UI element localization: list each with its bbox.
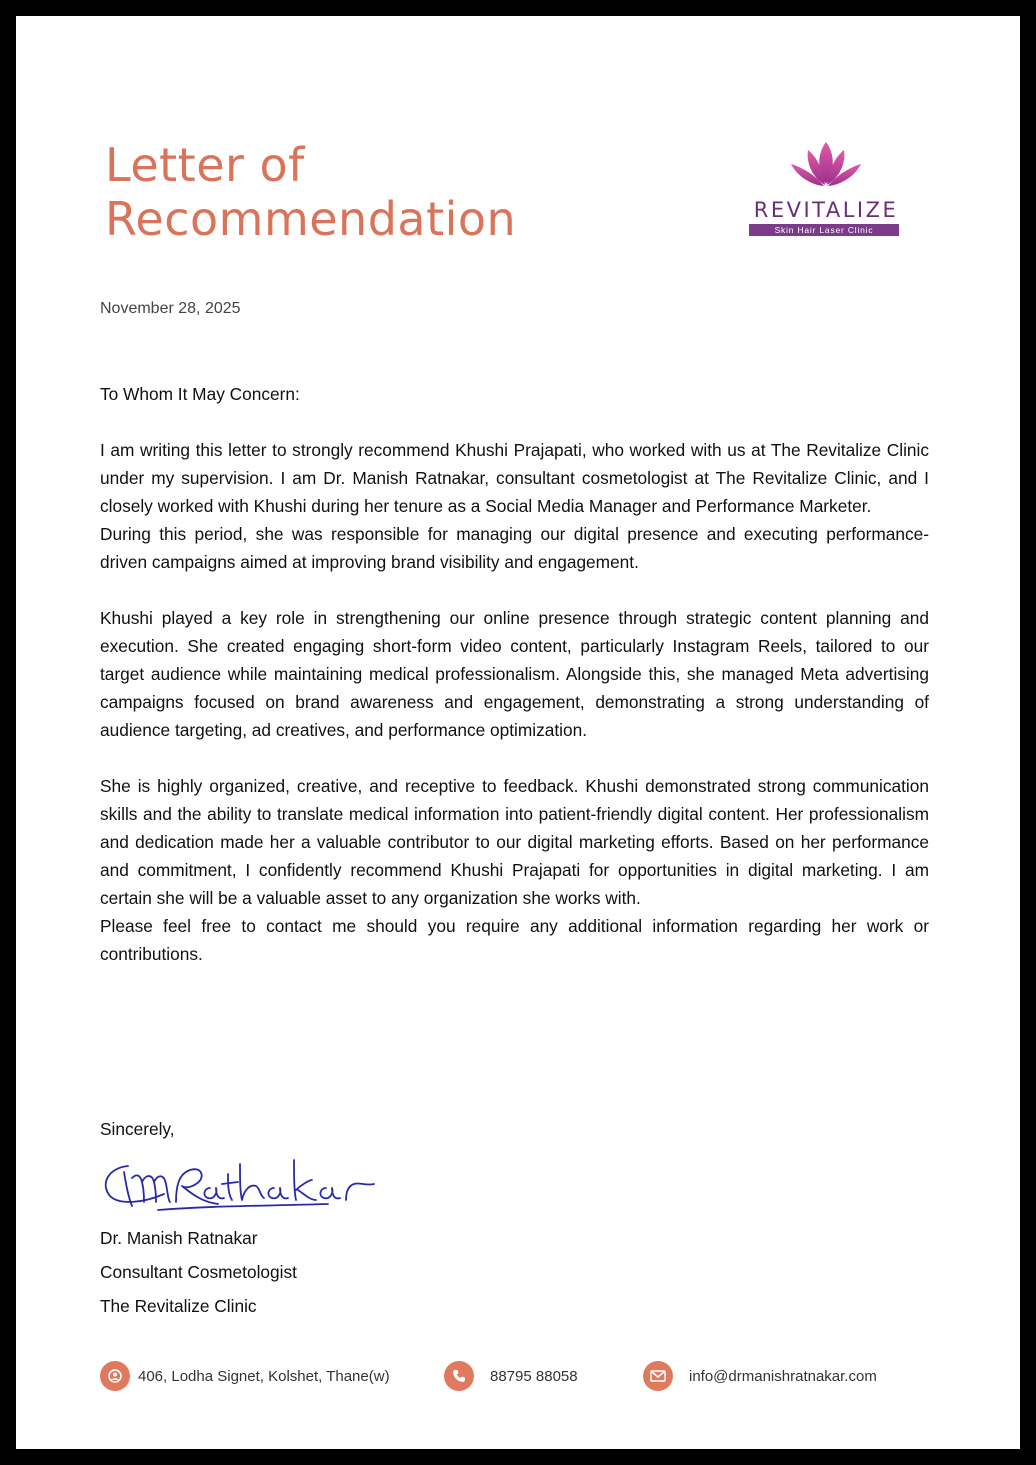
paragraph-5: Please feel free to contact me should you require any additional information regarding her work or contributions. bbox=[100, 916, 929, 964]
footer-email bbox=[643, 1361, 877, 1391]
footer-address bbox=[100, 1361, 390, 1391]
letter-page bbox=[16, 16, 1020, 1449]
brand-tagline: Skin Hair Laser Clinic bbox=[749, 224, 899, 236]
footer-contact bbox=[100, 1361, 940, 1391]
title-line-2: Recommendation bbox=[105, 192, 517, 246]
address-text: 406, Lodha Signet, Kolshet, Thane(w) bbox=[138, 1367, 390, 1385]
letter-body bbox=[100, 380, 929, 968]
title-line-1: Letter of bbox=[105, 138, 305, 192]
phone-text: 88795 88058 bbox=[490, 1367, 578, 1385]
footer-phone bbox=[444, 1361, 578, 1391]
paragraph-1: I am writing this letter to strongly recommend Khushi Prajapati, who worked with us at The Revitalize Clinic under my supervision. I am Dr. Manish Ratnakar, consultant cosmetologist at The Revitalize Clinic, and I closely worked with Khushi during her tenure as a Social Media Manager and Performance Marketer. bbox=[100, 440, 929, 516]
brand-name: REVITALIZE bbox=[753, 198, 899, 222]
paragraph-2: During this period, she was responsible for managing our digital presence and executing performance-driven campaigns aimed at improving brand visibility and engagement. bbox=[100, 524, 929, 572]
signer-title: Consultant Cosmetologist bbox=[100, 1262, 297, 1282]
signature bbox=[98, 1144, 398, 1224]
paragraph-3: Khushi played a key role in strengthening our online presence through strategic content planning and execution. She created engaging short-form video content, particularly Instagram Reels, tailored to our target audience while maintaining medical professionalism. Alongside this, she managed Meta advertising campaigns focused on brand awareness and engagement, demonstrating a strong understanding of audience targeting, ad creatives, and performance optimization. bbox=[100, 608, 929, 740]
page-title bbox=[105, 138, 516, 246]
clinic-logo bbox=[741, 140, 911, 240]
email-text[interactable]: info@drmanishratnakar.com bbox=[689, 1367, 877, 1385]
phone-icon bbox=[444, 1361, 474, 1391]
email-icon bbox=[643, 1361, 673, 1391]
location-icon bbox=[100, 1361, 130, 1391]
salutation: To Whom It May Concern: bbox=[100, 384, 300, 404]
paragraph-4: She is highly organized, creative, and receptive to feedback. Khushi demonstrated strong communication skills and the ability to translate medical information into patient-friendly digital content. Her professionalism and dedication made her a valuable contributor to our digital marketing efforts. Based on her performance and commitment, I confidently recommend Khushi Prajapati for opportunities in digital marketing. I am certain she will be a valuable asset to any organization she works with. bbox=[100, 776, 929, 908]
signer-organization: The Revitalize Clinic bbox=[100, 1296, 257, 1316]
signer-name: Dr. Manish Ratnakar bbox=[100, 1228, 258, 1248]
closing: Sincerely, bbox=[100, 1119, 175, 1139]
letter-date: November 28, 2025 bbox=[100, 300, 241, 317]
signer-block bbox=[100, 1221, 297, 1323]
lotus-icon bbox=[787, 140, 865, 190]
